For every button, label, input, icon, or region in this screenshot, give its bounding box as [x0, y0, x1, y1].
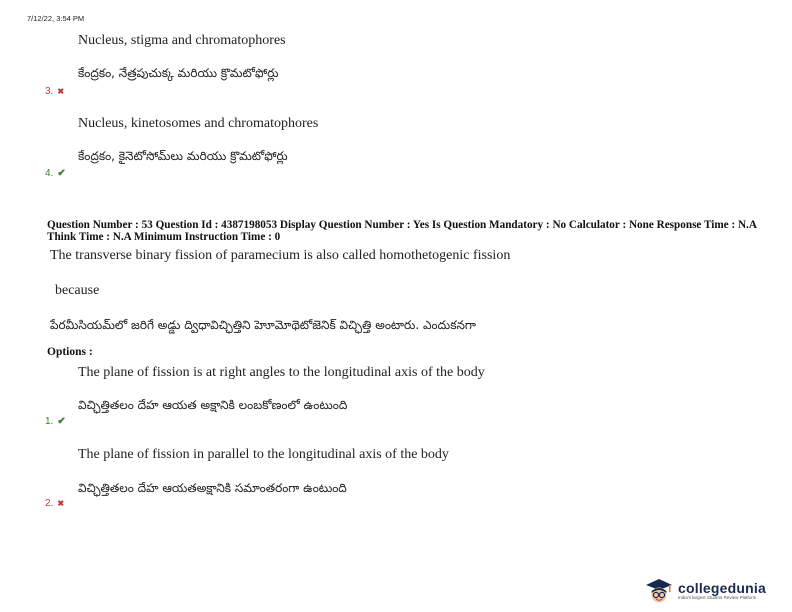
question-text-line1: The transverse binary fission of paramecium is also called homothetogenic fission	[50, 248, 511, 263]
question-text-te: పేరమీసియమ్‌లో జరిగే అడ్డు ద్విధావిచ్ఛిత్తిని హెూమోథెటోజెనిక్ విచ్ఛిత్తి అంటారు. ఎందుకనగా	[50, 318, 476, 332]
logo-tagline: India's largest Student Review Platform	[678, 595, 757, 600]
prev-option-4-number: 4. ✔	[45, 168, 66, 179]
print-timestamp: 7/12/22, 3:54 PM	[27, 14, 85, 23]
prev-option-3-number: 3. ✖	[45, 86, 65, 97]
options-label: Options :	[47, 346, 93, 358]
option-2-text: The plane of fission in parallel to the longitudinal axis of the body	[78, 447, 449, 462]
graduate-mascot-icon	[644, 578, 674, 604]
option-2-text-te: విచ్ఛిత్తితలం దేహ ఆయతఅక్షానికి సమాంతరంగా ఉంటుంది	[78, 481, 347, 495]
wrong-mark-icon: ✖	[57, 499, 65, 508]
question-meta: Question Number : 53 Question Id : 4387198053 Display Question Number : Yes Is Question Mandatory : No Calculator : None Response Time : N.A Think Time : N.A Minimum Instruction Time : 0	[47, 219, 757, 243]
prev-option-4-text-te: కేంద్రకం, కైనెటోసోమ్‌లు మరియు క్రొమటోఫోర్లు	[78, 149, 288, 163]
question-text-line2: because	[55, 283, 100, 298]
correct-mark-icon: ✔	[57, 416, 66, 427]
correct-mark-icon: ✔	[57, 168, 66, 179]
option-1-number: 1. ✔	[45, 416, 66, 427]
wrong-mark-icon: ✖	[57, 87, 65, 96]
collegedunia-logo	[644, 578, 766, 604]
option-2-number: 2. ✖	[45, 498, 65, 509]
option-1-text: The plane of fission is at right angles to the longitudinal axis of the body	[78, 365, 485, 380]
logo-name: collegedunia	[678, 580, 766, 596]
prev-option-3-text-te: కేంద్రకం, నేత్రపుచుక్క మరియు క్రొమటోఫోర్లు	[78, 66, 279, 80]
option-1-text-te: విచ్ఛిత్తితలం దేహ ఆయత అక్షానికి లంబకోణంలో ఉంటుంది	[78, 398, 348, 412]
prev-option-3-text: Nucleus, stigma and chromatophores	[78, 33, 286, 48]
prev-option-4-text: Nucleus, kinetosomes and chromatophores	[78, 116, 319, 131]
